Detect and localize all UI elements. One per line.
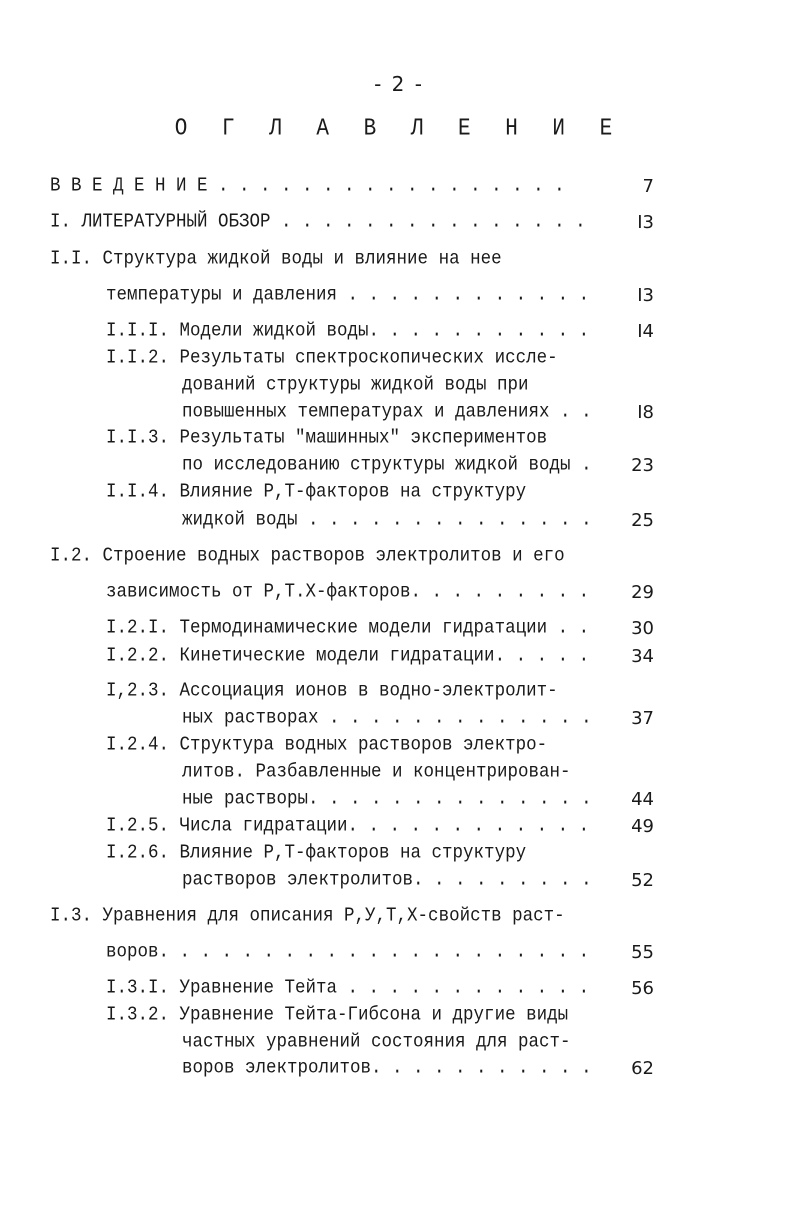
toc-page-number: 44	[631, 789, 654, 810]
toc-entry-text: I.3.2. Уравнение Тейта-Гибсона и другие виды	[106, 1003, 569, 1027]
toc-page-number: 49	[631, 816, 654, 837]
toc-entry-text: I.3. Уравнения для описания Р,У,Т,Х-свойств раст-	[50, 904, 565, 928]
toc-entry-text: температуры и давления . . . . . . . . . . . .	[106, 283, 590, 307]
toc-entry-text: воров электролитов. . . . . . . . . . .	[182, 1056, 592, 1080]
toc-page-number: 29	[631, 582, 654, 603]
toc-page-number: 55	[631, 942, 654, 963]
toc-entry-text: I.2. Строение водных растворов электролитов и его	[50, 544, 565, 568]
page-title: О Г Л А В Л Е Н И Е	[174, 116, 624, 143]
toc-page-number: I8	[637, 402, 654, 423]
toc-entry-text: дований структуры жидкой воды при	[182, 373, 529, 397]
toc-entry-text: I. ЛИТЕРАТУРНЫЙ ОБЗОР . . . . . . . . . . . . . . .	[50, 210, 586, 234]
toc-entry-text: растворов электролитов. . . . . . . . .	[182, 868, 592, 892]
toc-page-number: 37	[631, 708, 654, 729]
toc-entry-text: повышенных температурах и давлениях . .	[182, 400, 592, 424]
toc-entry-text: ные растворы. . . . . . . . . . . . . .	[182, 787, 592, 811]
toc-entry-text: частных уравнений состояния для раст-	[182, 1030, 571, 1054]
toc-entry-text: воров. . . . . . . . . . . . . . . . . . . . .	[106, 940, 590, 964]
toc-entry-text: I.I. Структура жидкой воды и влияние на нее	[50, 247, 502, 271]
toc-page-number: 62	[631, 1058, 654, 1079]
toc-entry-text: I.2.I. Термодинамические модели гидратации . .	[106, 616, 590, 640]
page-number: - 2 -	[374, 72, 424, 96]
toc-entry-text: I.2.2. Кинетические модели гидратации. . . . .	[106, 644, 590, 668]
toc-entry-text: ных растворах . . . . . . . . . . . . .	[182, 706, 592, 730]
toc-page-number: 30	[631, 618, 654, 639]
toc-page-number: 52	[631, 870, 654, 891]
toc-page-number: 25	[631, 510, 654, 531]
toc-entry-text: I.I.3. Результаты "машинных" экспериментов	[106, 426, 548, 450]
toc-entry-text: I.I.4. Влияние Р,Т-факторов на структуру	[106, 480, 527, 504]
toc-page-number: 7	[642, 176, 654, 197]
toc-page-number: I3	[637, 285, 654, 306]
toc-entry-text: I.2.4. Структура водных растворов электро-	[106, 733, 548, 757]
toc-entry-text: по исследованию структуры жидкой воды .	[182, 453, 592, 477]
toc-entry-text: I.2.5. Числа гидратации. . . . . . . . . . . .	[106, 814, 590, 838]
toc-entry-text: I,2.3. Ассоциация ионов в водно-электролит-	[106, 679, 558, 703]
toc-page-number: I4	[637, 321, 654, 342]
toc-entry-text: I.I.2. Результаты спектроскопических иссле-	[106, 346, 558, 370]
toc-entry-text: зависимость от Р,Т.Х-факторов. . . . . . . . .	[106, 580, 590, 604]
toc-entry-text: I.3.I. Уравнение Тейта . . . . . . . . . . . .	[106, 976, 590, 1000]
toc-entry-text: литов. Разбавленные и концентрирован-	[182, 760, 571, 784]
toc-page-number: 34	[631, 646, 654, 667]
toc-page-number: I3	[637, 212, 654, 233]
toc-page-number: 56	[631, 978, 654, 999]
toc-entry-text: I.I.I. Модели жидкой воды. . . . . . . . . . .	[106, 319, 590, 343]
toc-page-number: 23	[631, 455, 654, 476]
toc-entry-text: В В Е Д Е Н И Е . . . . . . . . . . . . . . . . .	[50, 174, 565, 198]
toc-entry-text: жидкой воды . . . . . . . . . . . . . .	[182, 508, 592, 532]
toc-entry-text: I.2.6. Влияние Р,Т-факторов на структуру	[106, 841, 527, 865]
